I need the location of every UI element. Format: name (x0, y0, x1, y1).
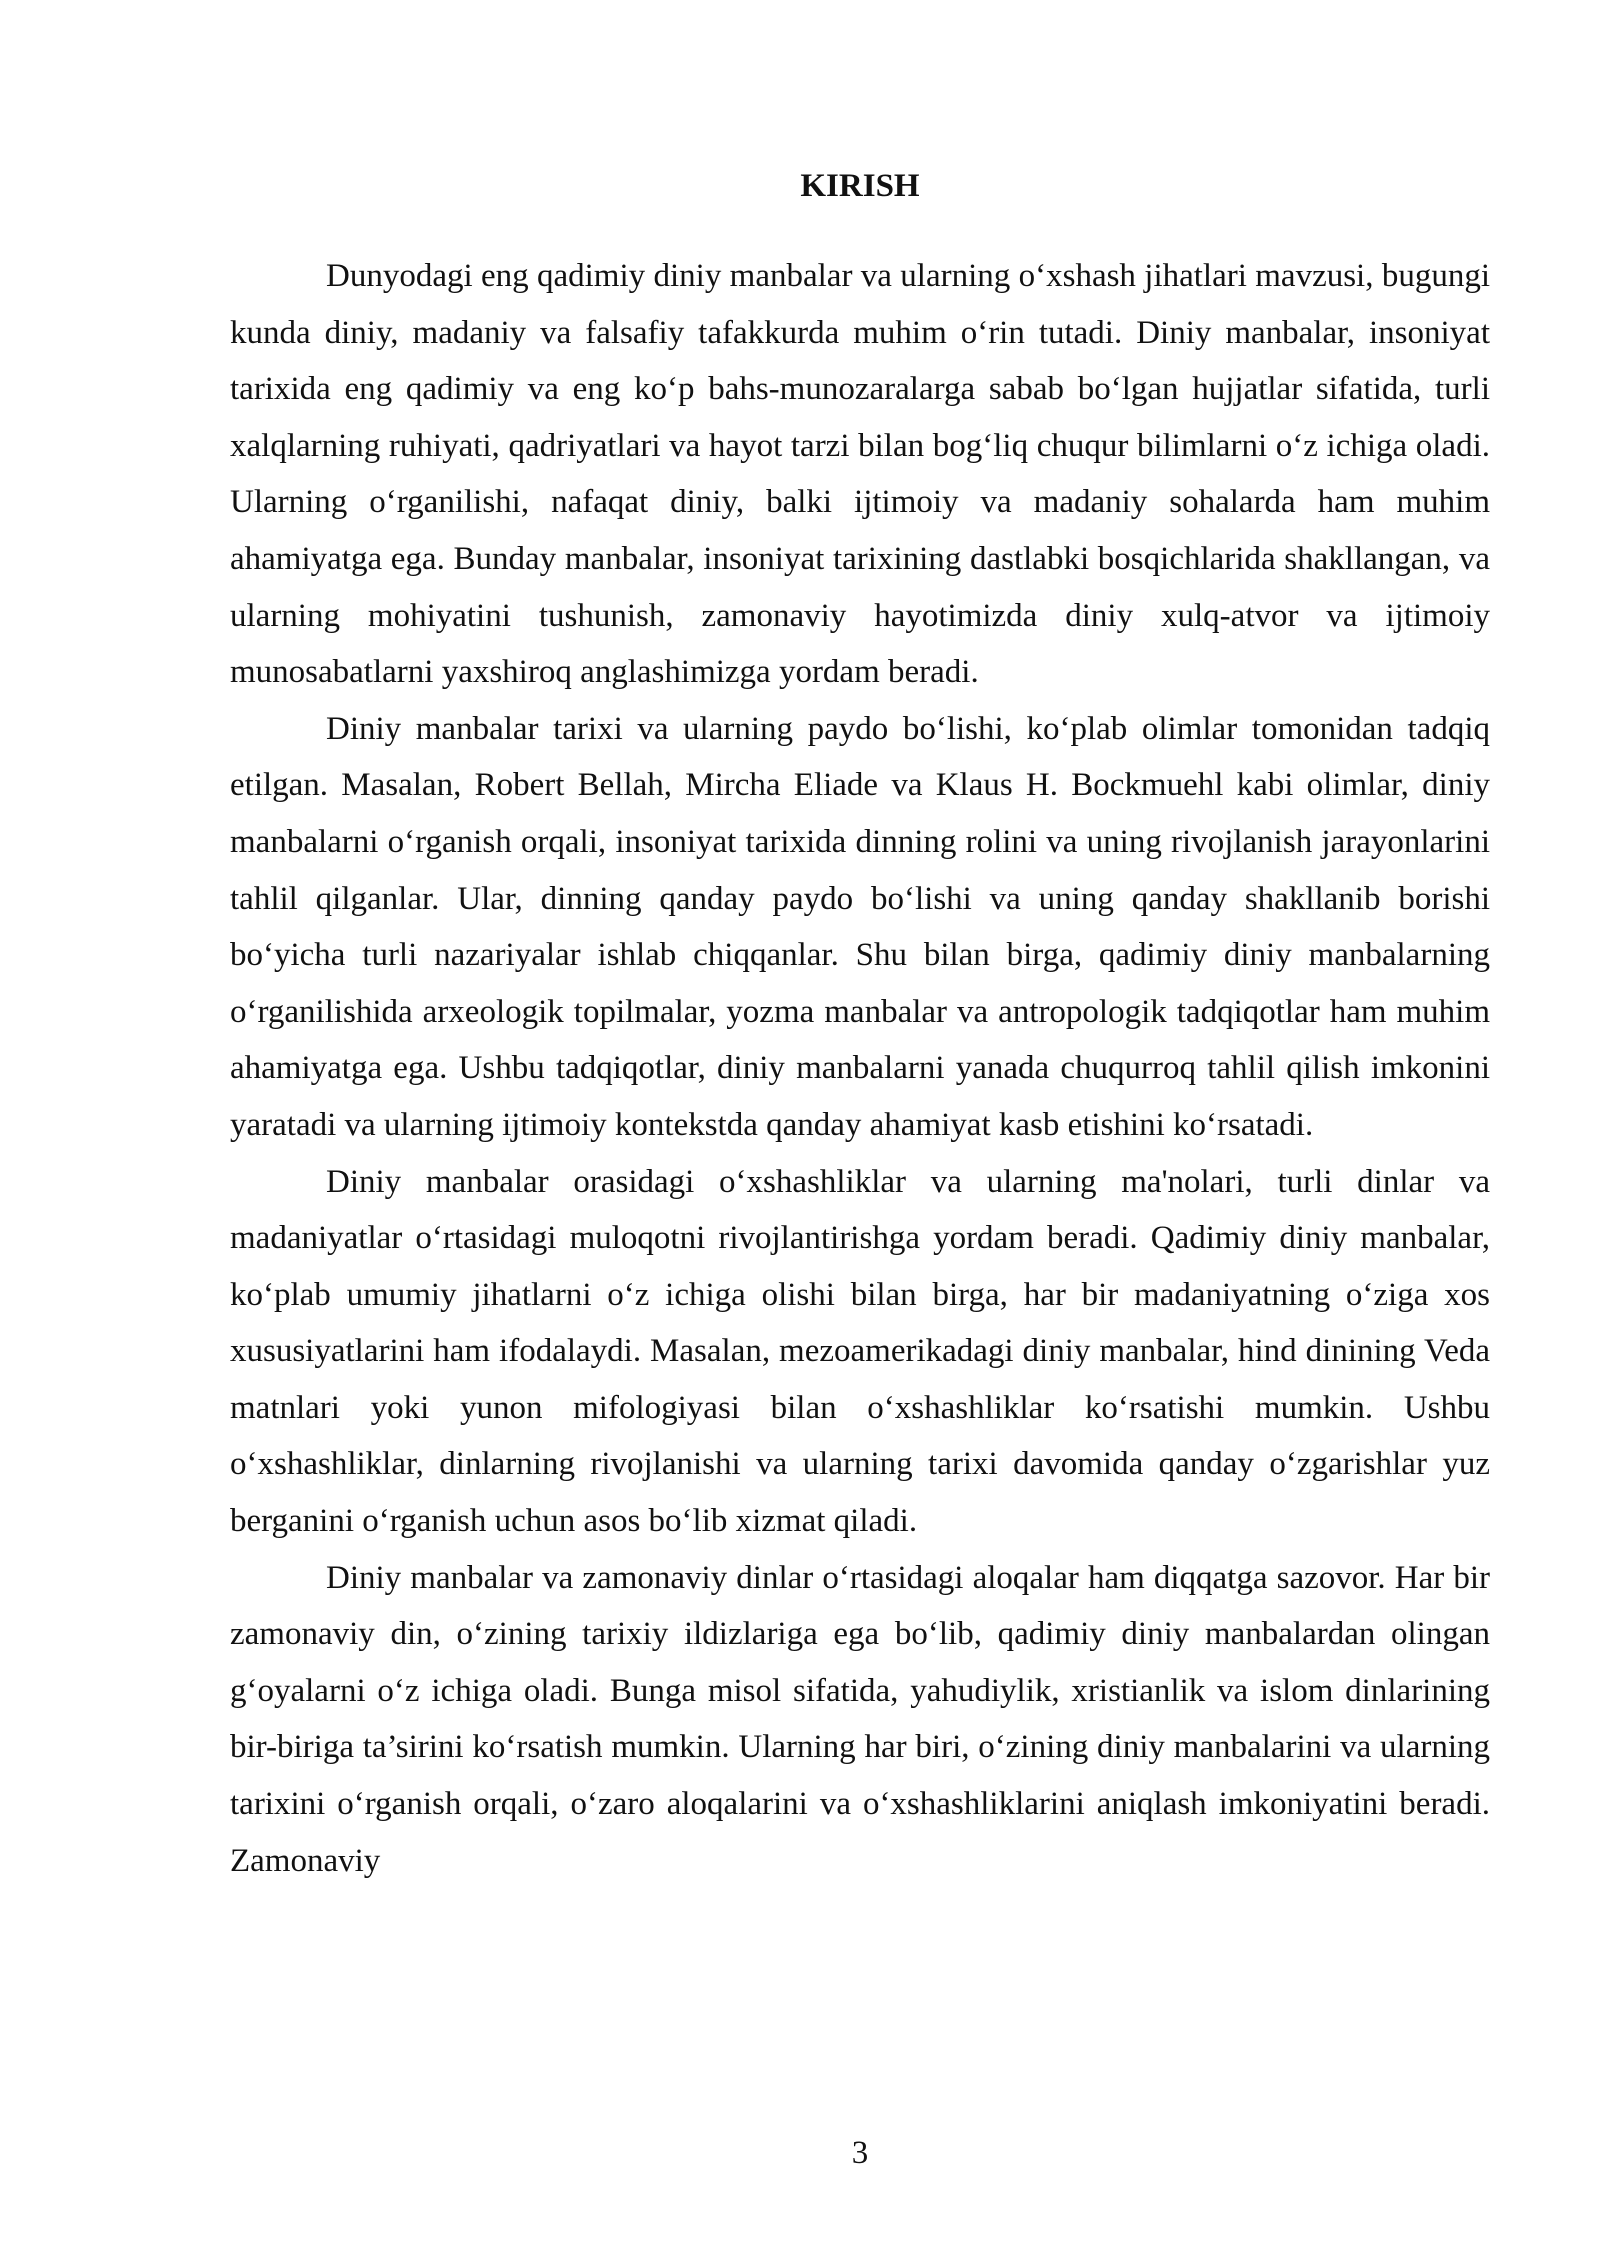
paragraph: Diniy manbalar orasidagi o‘xshashliklar va ularning ma'nolari, turli dinlar va madaniyatlar o‘rtasidagi muloqotni rivojlantirishga yordam beradi. Qadimiy diniy manbalar, ko‘plab umumiy jihatlarni o‘z ichiga olishi bilan birga, har bir madaniyatning o‘ziga xos xususiyatlarini ham ifodalaydi. Masalan, mezoamerikadagi diniy manbalar, hind dinining Veda matnlari yoki yunon mifologiyasi bilan o‘xshashliklar ko‘rsatishi mumkin. Ushbu o‘xshashliklar, dinlarning rivojlanishi va ularning tarixi davomida qanday o‘zgarishlar yuz berganini o‘rganish uchun asos bo‘lib xizmat qiladi. (230, 1163, 1490, 1540)
paragraph: Dunyodagi eng qadimiy diniy manbalar va ularning o‘xshash jihatlari mavzusi, bugungi kunda diniy, madaniy va falsafiy tafakkurda muhim o‘rin tutadi. Diniy manbalar, insoniyat tarixida eng qadimiy va eng ko‘p bahs-munozaralarga sabab bo‘lgan hujjatlar sifatida, turli xalqlarning ruhiyati, qadriyatlari va hayot tarzi bilan bog‘liq chuqur bilimlarni o‘z ichiga oladi. Ularning o‘rganilishi, nafaqat diniy, balki ijtimoiy va madaniy sohalarda ham muhim ahamiyatga ega. Bunday manbalar, insoniyat tarixining dastlabki bosqichlarida shakllangan, va ularning mohiyatini tushunish, zamonaviy hayotimizda diniy xulq-atvor va ijtimoiy munosabatlarni yaxshiroq anglashimizga yordam beradi. (230, 258, 1490, 691)
paragraph: Diniy manbalar tarixi va ularning paydo bo‘lishi, ko‘plab olimlar tomonidan tadqiq etilgan. Masalan, Robert Bellah, Mircha Eliade va Klaus H. Bockmuehl kabi olimlar, diniy manbalarni o‘rganish orqali, insoniyat tarixida dinning rolini va uning rivojlanish jarayonlarini tahlil qilganlar. Ular, dinning qanday paydo bo‘lishi va uning qanday shakllanib borishi bo‘yicha turli nazariyalar ishlab chiqqanlar. Shu bilan birga, qadimiy diniy manbalarning o‘rganilishida arxeologik topilmalar, yozma manbalar va antropologik tadqiqotlar ham muhim ahamiyatga ega. Ushbu tadqiqotlar, diniy manbalarni yanada chuqurroq tahlil qilish imkonini yaratadi va ularning ijtimoiy kontekstda qanday ahamiyat kasb etishini ko‘rsatadi. (230, 710, 1490, 1143)
page-number: 3 (851, 2135, 869, 2171)
paragraph: Diniy manbalar va zamonaviy dinlar o‘rtasidagi aloqalar ham diqqatga sazovor. Har bir zamonaviy din, o‘zining tarixiy ildizlariga ega bo‘lib, qadimiy diniy manbalardan olingan g‘oyalarni o‘z ichiga oladi. Bunga misol sifatida, yahudiylik, xristianlik va islom dinlarining bir-biriga ta’sirini ko‘rsatish mumkin. Ularning har biri, o‘zining diniy manbalarini va ularning tarixini o‘rganish orqali, o‘zaro aloqalarini va o‘xshashliklarini aniqlash imkoniyatini beradi. Zamonaviy (230, 1559, 1490, 1879)
body-text (230, 248, 1490, 1889)
page-title: KIRISH (800, 168, 920, 204)
